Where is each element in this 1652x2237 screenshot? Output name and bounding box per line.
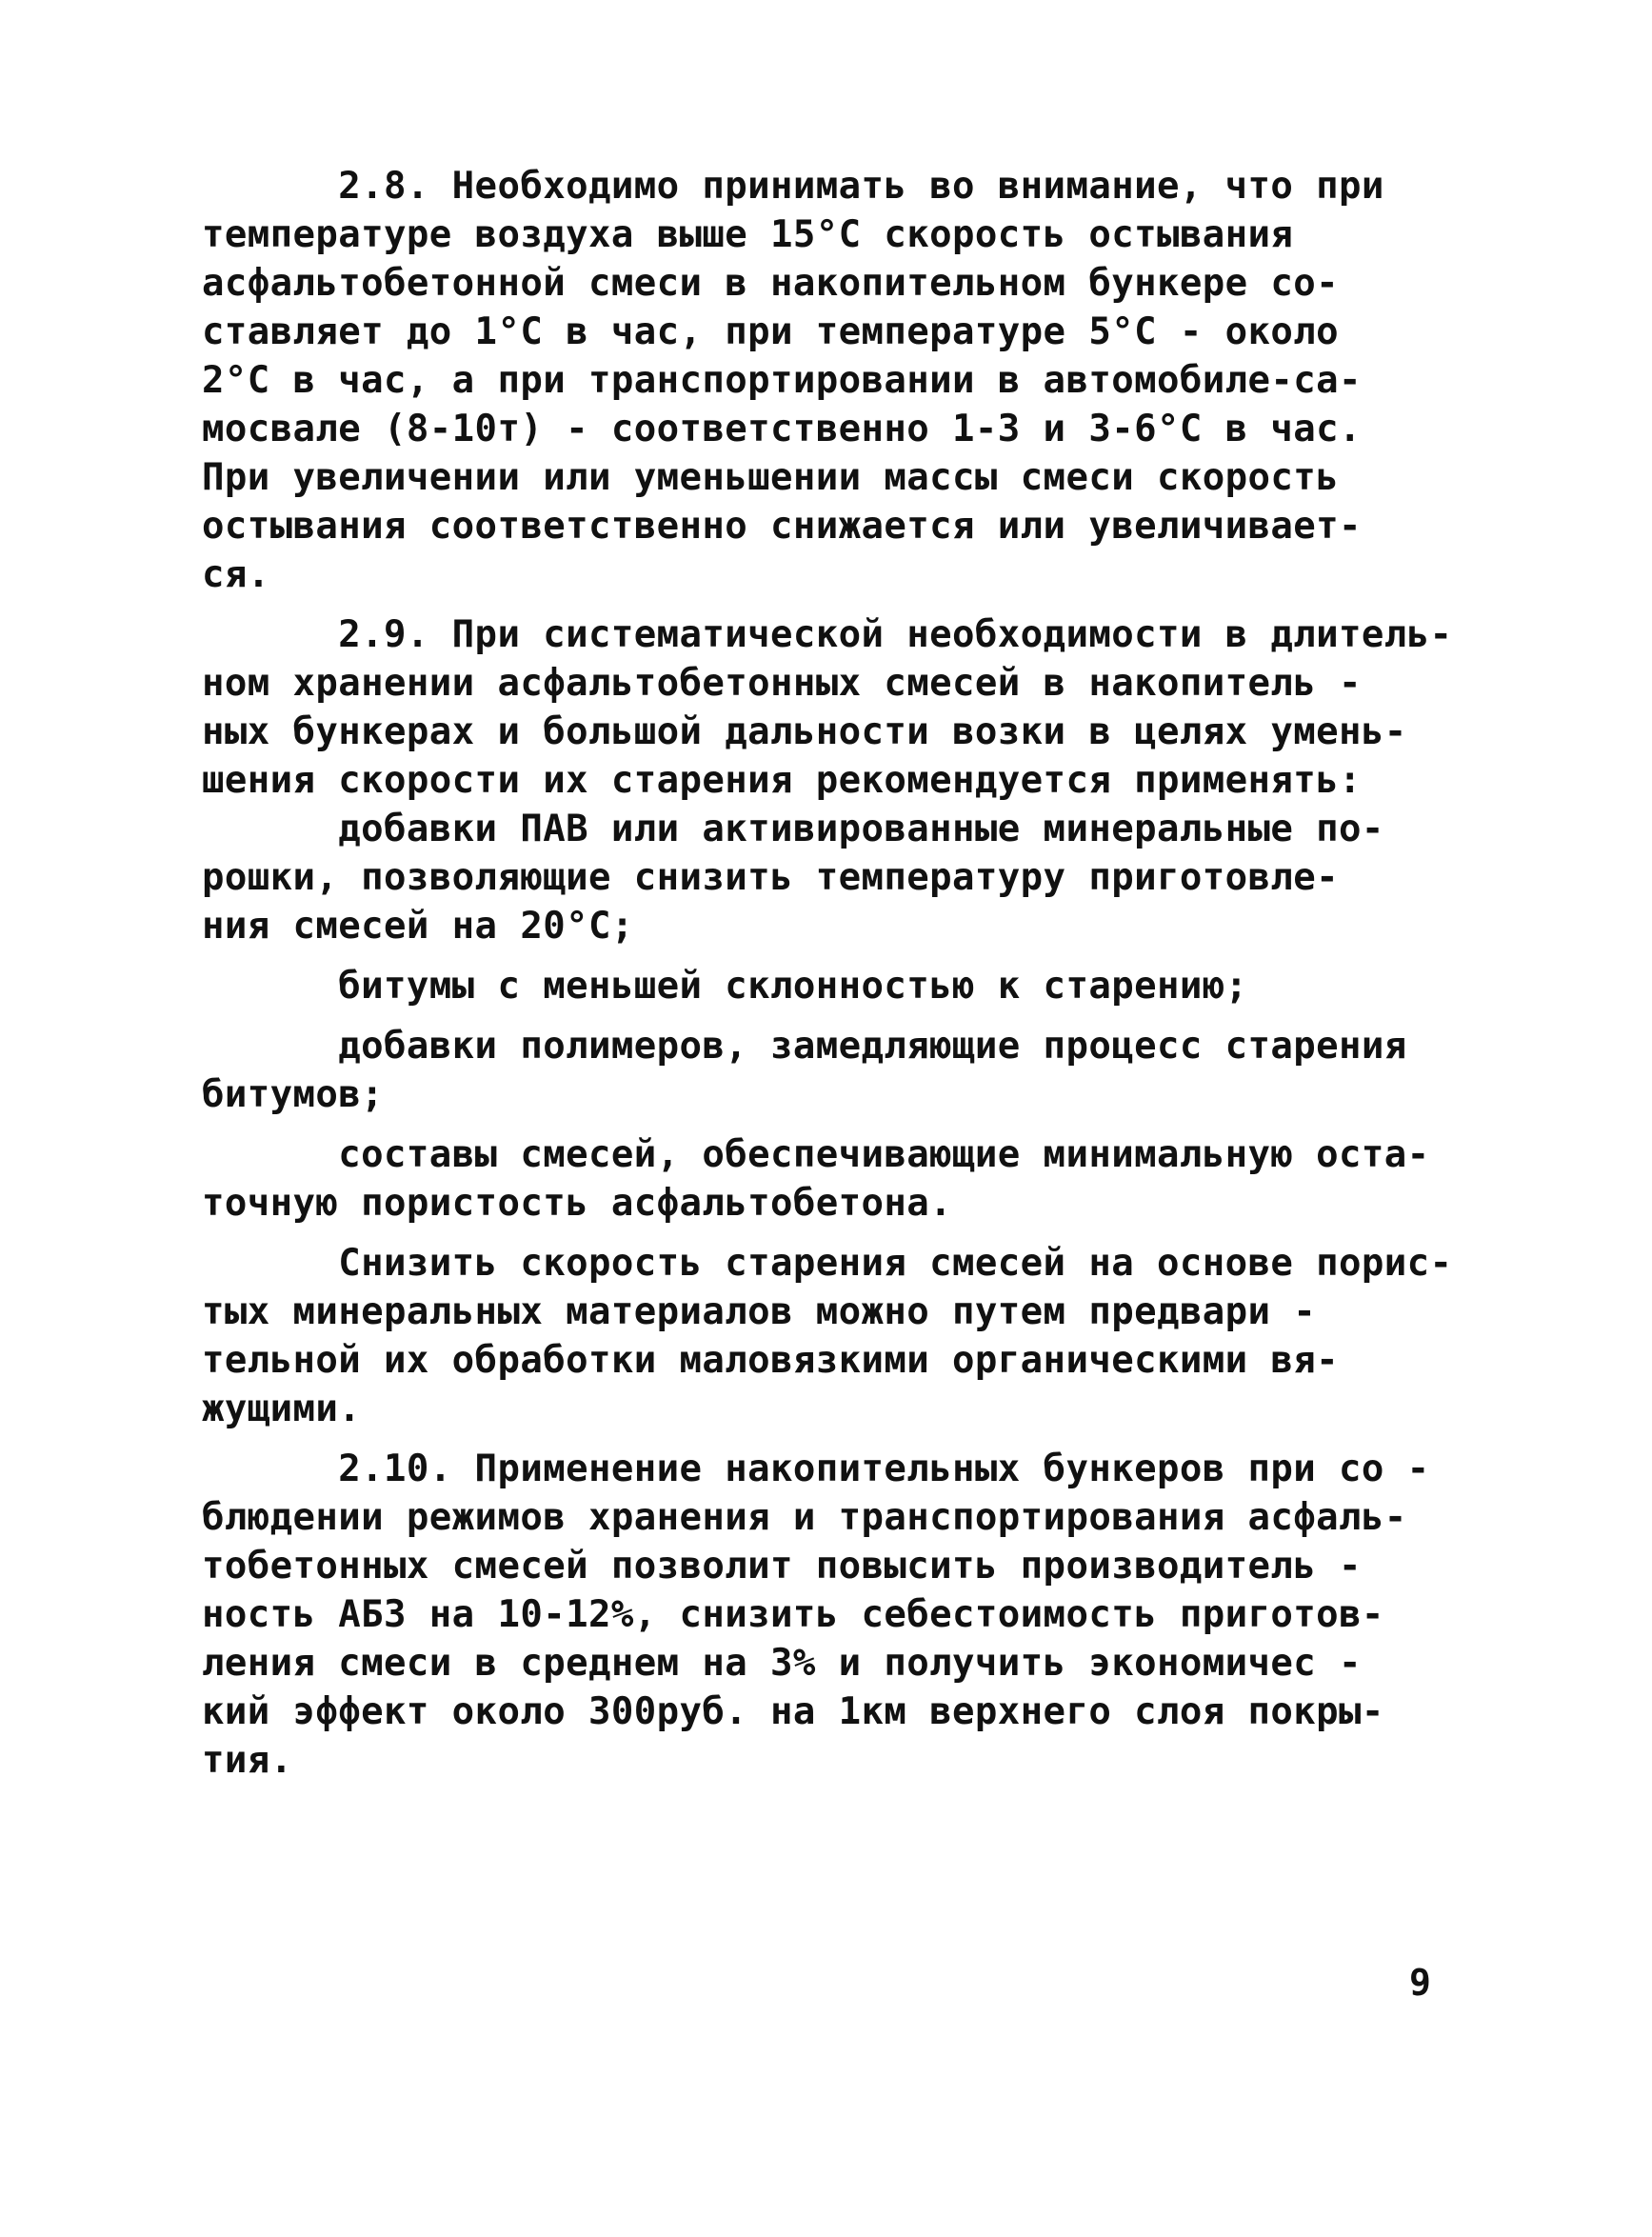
text-line: тобетонных смесей позволит повысить производитель -	[202, 1545, 1362, 1588]
text-line: кий эффект около 300руб. на 1км верхнего слоя покры-	[202, 1690, 1384, 1733]
text-line: битумов;	[202, 1073, 385, 1116]
paragraph-2-10	[202, 1445, 1430, 1785]
text-line: 2.8. Необходимо принимать во внимание, что при	[202, 165, 1384, 208]
text-line: тия.	[202, 1739, 293, 1782]
list-item	[202, 1022, 1430, 1119]
text-line: мосвале (8-10т) - соответственно 1-3 и 3-6°С в час.	[202, 408, 1362, 450]
text-line: точную пористость асфальтобетона.	[202, 1182, 953, 1225]
text-line: 2.10. Применение накопительных бункеров при со -	[202, 1448, 1430, 1490]
text-line: ся.	[202, 553, 270, 596]
list-item	[202, 962, 1430, 1010]
text-line: остывания соответственно снижается или увеличивает-	[202, 505, 1362, 548]
paragraph-2-8	[202, 162, 1430, 599]
text-line: ления смеси в среднем на 3% и получить экономичес -	[202, 1642, 1362, 1685]
text-line: 2°С в час, а при транспортировании в автомобиле-са-	[202, 359, 1362, 402]
text-line: ном хранении асфальтобетонных смесей в накопитель -	[202, 662, 1362, 705]
text-line: тельной их обработки маловязкими органическими вя-	[202, 1339, 1339, 1382]
text-line: 2.9. При систематической необходимости в длитель-	[202, 613, 1453, 656]
text-line: ность АБЗ на 10-12%, снизить себестоимость приготов-	[202, 1593, 1384, 1636]
text-line: шения скорости их старения рекомендуется применять:	[202, 759, 1362, 802]
page-number: 9	[1409, 1962, 1431, 2004]
text-line: асфальтобетонной смеси в накопительном бункере со-	[202, 262, 1339, 305]
text-line: ния смесей на 20°С;	[202, 905, 634, 948]
text-line: Снизить скорость старения смесей на основе порис-	[202, 1242, 1453, 1285]
text-line: блюдении режимов хранения и транспортирования асфаль-	[202, 1496, 1407, 1539]
text-line: битумы с меньшей склонностью к старению;	[202, 965, 1248, 1008]
text-line: рошки, позволяющие снизить температуру приготовле-	[202, 856, 1339, 899]
list-item	[202, 805, 1430, 950]
paragraph-reduce-aging	[202, 1239, 1453, 1433]
text-line: ных бункерах и большой дальности возки в целях умень-	[202, 710, 1407, 753]
page-body	[202, 162, 1453, 1785]
text-line: добавки полимеров, замедляющие процесс старения	[202, 1025, 1407, 1068]
text-line: температуре воздуха выше 15°С скорость остывания	[202, 213, 1294, 256]
text-line: При увеличении или уменьшении массы смеси скорость	[202, 456, 1339, 499]
text-line: жущими.	[202, 1388, 362, 1430]
text-line: ставляет до 1°С в час, при температуре 5°С - около	[202, 310, 1339, 353]
list-item	[202, 1130, 1430, 1228]
text-line: добавки ПАВ или активированные минеральные по-	[202, 808, 1384, 850]
text-line: тых минеральных материалов можно путем предвари -	[202, 1290, 1317, 1333]
text-line: составы смесей, обеспечивающие минимальную оста-	[202, 1133, 1430, 1176]
paragraph-2-9	[202, 610, 1453, 805]
